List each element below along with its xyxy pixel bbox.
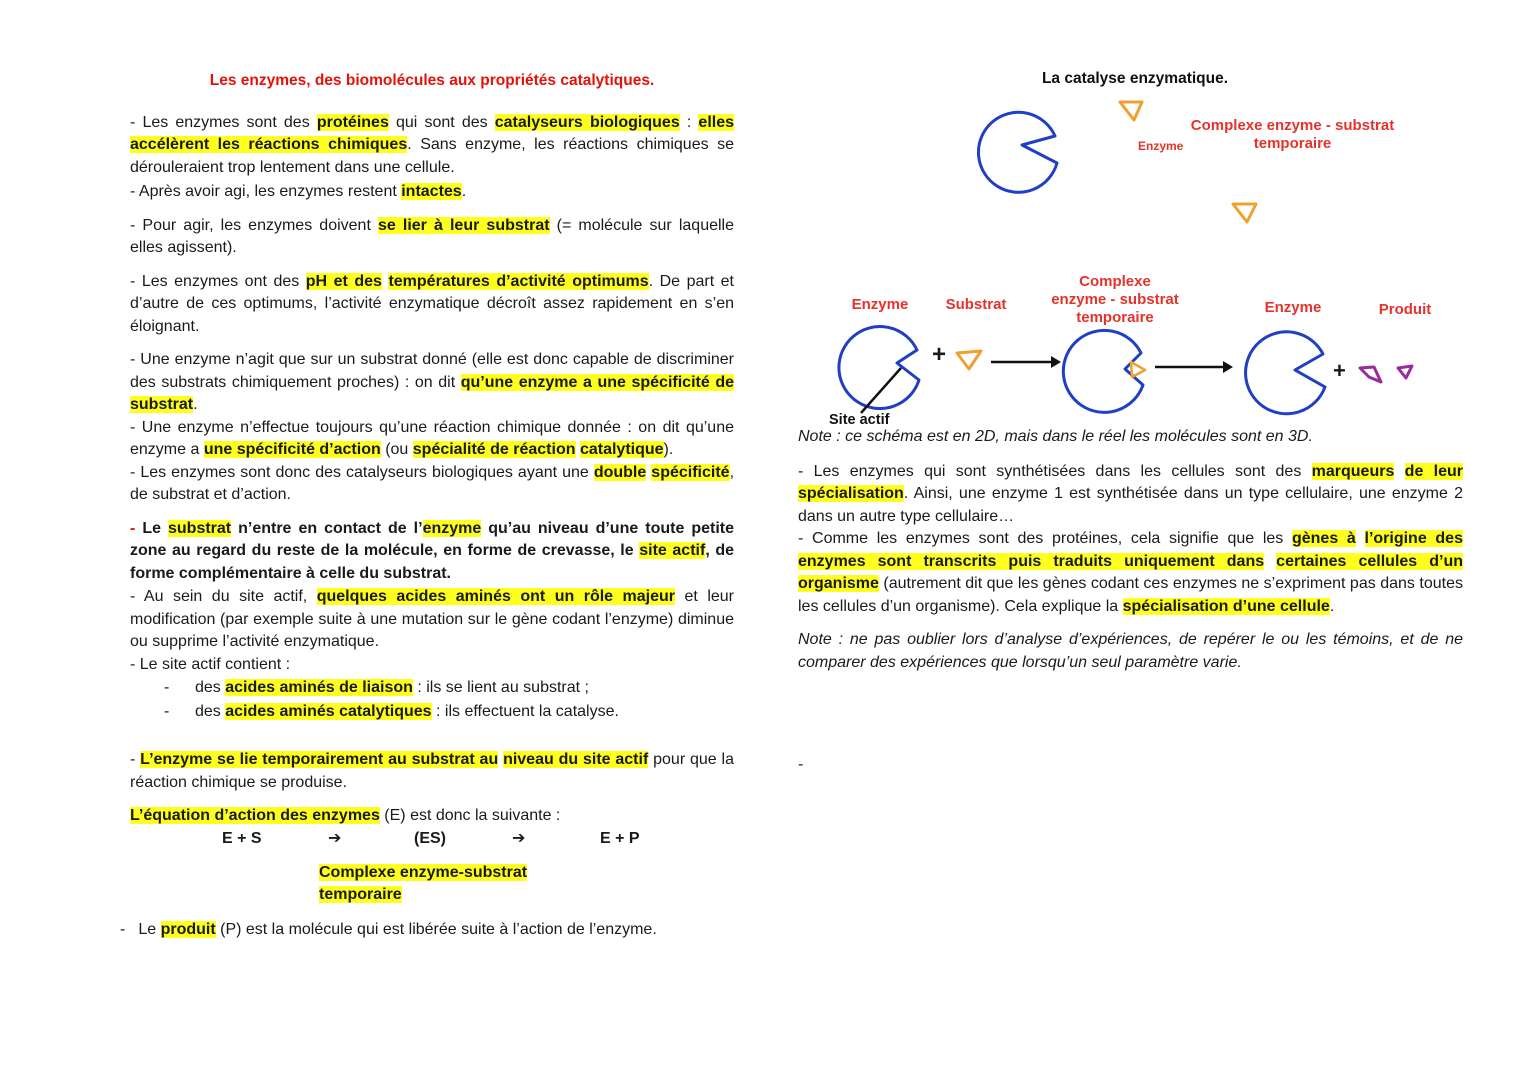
arrow-icon: ➔: [328, 829, 342, 847]
paragraph-double-specificite: - Les enzymes sont donc des catalyseurs biologiques ayant une double spécificité, de substrat et d’action.: [130, 463, 735, 503]
paragraph-produit: - Le produit (P) est la molécule qui est libérée suite à l’action de l’enzyme.: [120, 920, 657, 938]
plus-sign: +: [1333, 358, 1346, 383]
right-column: [798, 426, 1463, 777]
enzyme-shape: [978, 112, 1057, 192]
equation-label: Complexe enzyme-substrat temporaire: [319, 863, 528, 903]
note-2d: Note : ce schéma est en 2D, mais dans le réel les molécules sont en 3D.: [798, 428, 1313, 445]
diagram2-complex-label: Complexe enzyme - substrat temporaire: [1051, 273, 1179, 326]
substrate-triangle: [1233, 204, 1256, 222]
paragraph-acides-amines: - Au sein du site actif, quelques acides aminés ont un rôle majeur et leur modification (par exemple suite à une mutation sur le gène codant l’enzyme) diminue ou supprime l’activité enzymatique.: [130, 588, 734, 650]
left-title: Les enzymes, des biomolécules aux propriétés catalytiques.: [209, 72, 655, 89]
diagram2-produit-label: Produit: [1378, 301, 1432, 318]
paragraph-marqueurs: - Les enzymes qui sont synthétisées dans les cellules sont des marqueurs de leur spécialisation. Ainsi, une enzyme 1 est synthétisée dans un type cellulaire, une enzyme 2 dans un autre type cellulaire…: [798, 462, 1463, 525]
paragraph-genes: - Comme les enzymes sont des protéines, cela signifie que les gènes à l’origine des enzymes sont transcrits puis traduits uniquement dans certaines cellules d’un organisme (autrement dit que les gènes codant ces enzymes ne s’expriment pas dans toutes les cellules d’un organisme). Cela explique la spécialisation d’une cellule.: [798, 530, 1463, 615]
paragraph-substrat: - Pour agir, les enzymes doivent se lier à leur substrat (= molécule sur laquelle elles agissent).: [130, 216, 734, 256]
note-experiences: Note : ne pas oublier lors d’analyse d’expériences, de repérer le ou les témoins, et de ne comparer des expériences que lorsqu’un seul paramètre varie.: [798, 631, 1463, 671]
arrow-icon: ➔: [512, 829, 526, 847]
paragraph-intactes: - Après avoir agi, les enzymes restent intactes.: [130, 183, 467, 200]
diagram2-enzyme-label: Enzyme: [851, 296, 909, 313]
paragraph-site-actif: - Le substrat n’entre en contact de l’enzyme qu’au niveau d’une toute petite zone au regard du reste de la molécule, en forme de crevasse, le site actif, de forme complémentaire à celle du substrat.: [130, 519, 735, 582]
equation-e-s: E + S: [222, 829, 262, 847]
substrate-triangle: [957, 351, 981, 369]
arrow-head: [1051, 356, 1061, 368]
diagram2-substrat-label: Substrat: [945, 296, 1007, 313]
paragraph-equation-intro: L’équation d’action des enzymes (E) est donc la suivante :: [130, 807, 561, 824]
substrate-triangle: [1131, 362, 1145, 377]
paragraph-specificite-substrat: - Une enzyme n’agit que sur un substrat donné (elle est donc capable de discriminer des substrats chimiquement proches) : on dit qu’une enzyme a une spécificité de substrat.: [130, 351, 734, 413]
diagram-top-shapes: [960, 95, 1260, 230]
list-item: - des acides aminés catalytiques : ils effectuent la catalyse.: [130, 701, 734, 724]
right-title: La catalyse enzymatique.: [1041, 70, 1229, 87]
product-shape: [1360, 367, 1381, 382]
enzyme-shape: [839, 327, 919, 409]
arrow-head: [1223, 361, 1233, 373]
plus-sign: +: [932, 341, 947, 368]
site-actif-label: Site actif: [829, 412, 890, 428]
list-item: - des acides aminés de liaison : ils se lient au substrat ;: [130, 677, 734, 700]
paragraph-proteines: - Les enzymes sont des protéines qui sont des catalyseurs biologiques : elles accélèrent les réactions chimiques. Sans enzyme, les réactions chimiques se dérouleraient trop lentement dans une cellule.: [130, 113, 735, 176]
product-shape: [1398, 366, 1412, 378]
diagram2-enzyme2-label: Enzyme: [1264, 299, 1322, 316]
paragraph-liaison-temporaire: - L’enzyme se lie temporairement au substrat au niveau du site actif pour que la réaction chimique se produise.: [130, 751, 734, 791]
left-column: [120, 70, 735, 941]
enzyme-shape: [1246, 332, 1325, 414]
diagram1-complex-label: Complexe enzyme - substrat temporaire: [1190, 117, 1395, 152]
paragraph-specificite-action: - Une enzyme n’effectue toujours qu’une réaction chimique donnée : on dit qu’une enzyme a une spécificité d’action (ou spécialité de réaction catalytique).: [130, 418, 734, 458]
paragraph-site-contient: - Le site actif contient :: [130, 655, 291, 673]
equation-es: (ES): [414, 829, 446, 847]
equation-e-p: E + P: [600, 829, 640, 847]
diagram1-enzyme-label: Enzyme: [1138, 139, 1184, 153]
dangling-dash: -: [798, 756, 804, 773]
paragraph-optimums: - Les enzymes ont des pH et des températures d’activité optimums. De part et d’autre de ces optimums, l’activité enzymatique décroît assez rapidement en s’en éloignant.: [130, 272, 735, 335]
substrate-triangle: [1120, 102, 1142, 120]
equation-row: [130, 828, 734, 854]
